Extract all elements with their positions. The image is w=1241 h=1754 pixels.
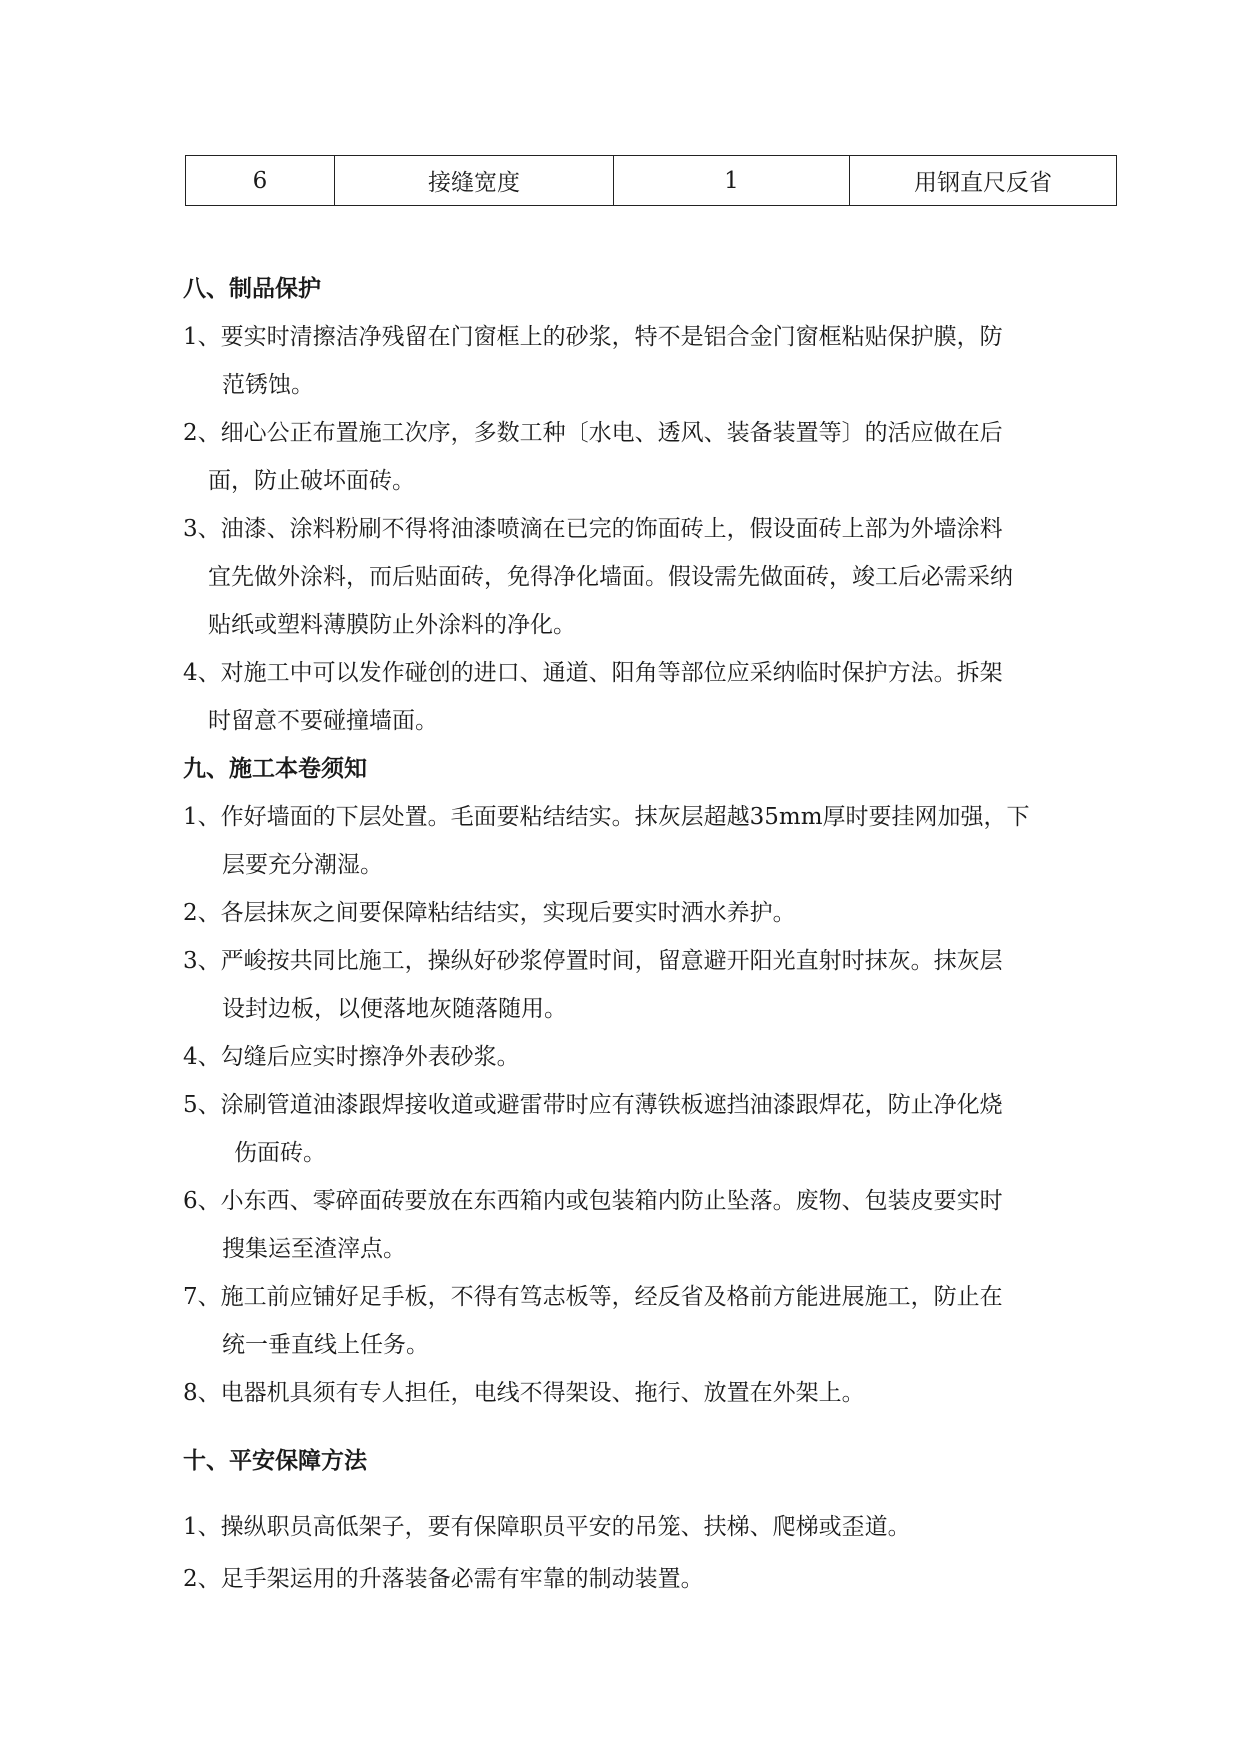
paragraph-line: 宜先做外涂料，而后贴面砖，免得净化墙面。假设需先做面砖，竣工后必需采纳 (208, 564, 1013, 590)
table-cell-number: 6 (186, 156, 335, 206)
table-cell-tolerance: 1 (614, 156, 850, 206)
paragraph-line: 2、细心公正布置施工次序，多数工种〔水电、透风、装备装置等〕的活应做在后 (183, 420, 1003, 446)
paragraph-line: 搜集运至渣滓点。 (222, 1236, 406, 1262)
table-row (186, 156, 1117, 206)
table-cell-method: 用钢直尺反省 (850, 156, 1117, 206)
paragraph-line: 4、勾缝后应实时擦净外表砂浆。 (183, 1044, 520, 1070)
paragraph-line: 范锈蚀。 (222, 372, 314, 398)
paragraph-line: 3、油漆、涂料粉刷不得将油漆喷滴在已完的饰面砖上，假设面砖上部为外墙涂料 (183, 516, 1003, 542)
section-heading-product-protection: 八、制品保护 (183, 276, 321, 302)
paragraph-line: 3、严峻按共同比施工，操纵好砂浆停置时间，留意避开阳光直射时抹灰。抹灰层 (183, 948, 1003, 974)
paragraph-line: 5、涂刷管道油漆跟焊接收道或避雷带时应有薄铁板遮挡油漆跟焊花，防止净化烧 (183, 1092, 1003, 1118)
paragraph-line: 层要充分潮湿。 (222, 852, 383, 878)
paragraph-line: 7、施工前应铺好足手板，不得有笃志板等，经反省及格前方能进展施工，防止在 (183, 1284, 1003, 1310)
table-cell-item: 接缝宽度 (335, 156, 614, 206)
paragraph-line: 伤面砖。 (234, 1140, 326, 1166)
paragraph-line: 面，防止破坏面砖。 (208, 468, 415, 494)
section-heading-safety-measures: 十、平安保障方法 (183, 1448, 367, 1474)
paragraph-line: 4、对施工中可以发作碰创的进口、通道、阳角等部位应采纳临时保护方法。拆架 (183, 660, 1003, 686)
paragraph-line: 1、要实时清擦洁净残留在门窗框上的砂浆，特不是铝合金门窗框粘贴保护膜，防 (183, 324, 1003, 350)
inspection-table (185, 155, 1117, 206)
paragraph-line: 8、电器机具须有专人担任，电线不得架设、拖行、放置在外架上。 (183, 1380, 865, 1406)
paragraph-line: 1、作好墙面的下层处置。毛面要粘结结实。抹灰层超越35mm厚时要挂网加强，下 (183, 804, 1030, 830)
section-heading-construction-notes: 九、施工本卷须知 (183, 756, 367, 782)
paragraph-line: 1、操纵职员高低架子，要有保障职员平安的吊笼、扶梯、爬梯或歪道。 (183, 1514, 911, 1540)
paragraph-line: 6、小东西、零碎面砖要放在东西箱内或包装箱内防止坠落。废物、包装皮要实时 (183, 1188, 1003, 1214)
paragraph-line: 2、各层抹灰之间要保障粘结结实，实现后要实时洒水养护。 (183, 900, 796, 926)
paragraph-line: 2、足手架运用的升落装备必需有牢靠的制动装置。 (183, 1566, 704, 1592)
paragraph-line: 贴纸或塑料薄膜防止外涂料的净化。 (208, 612, 576, 638)
paragraph-line: 时留意不要碰撞墙面。 (208, 708, 438, 734)
paragraph-line: 设封边板，以便落地灰随落随用。 (222, 996, 567, 1022)
paragraph-line: 统一垂直线上任务。 (222, 1332, 429, 1358)
